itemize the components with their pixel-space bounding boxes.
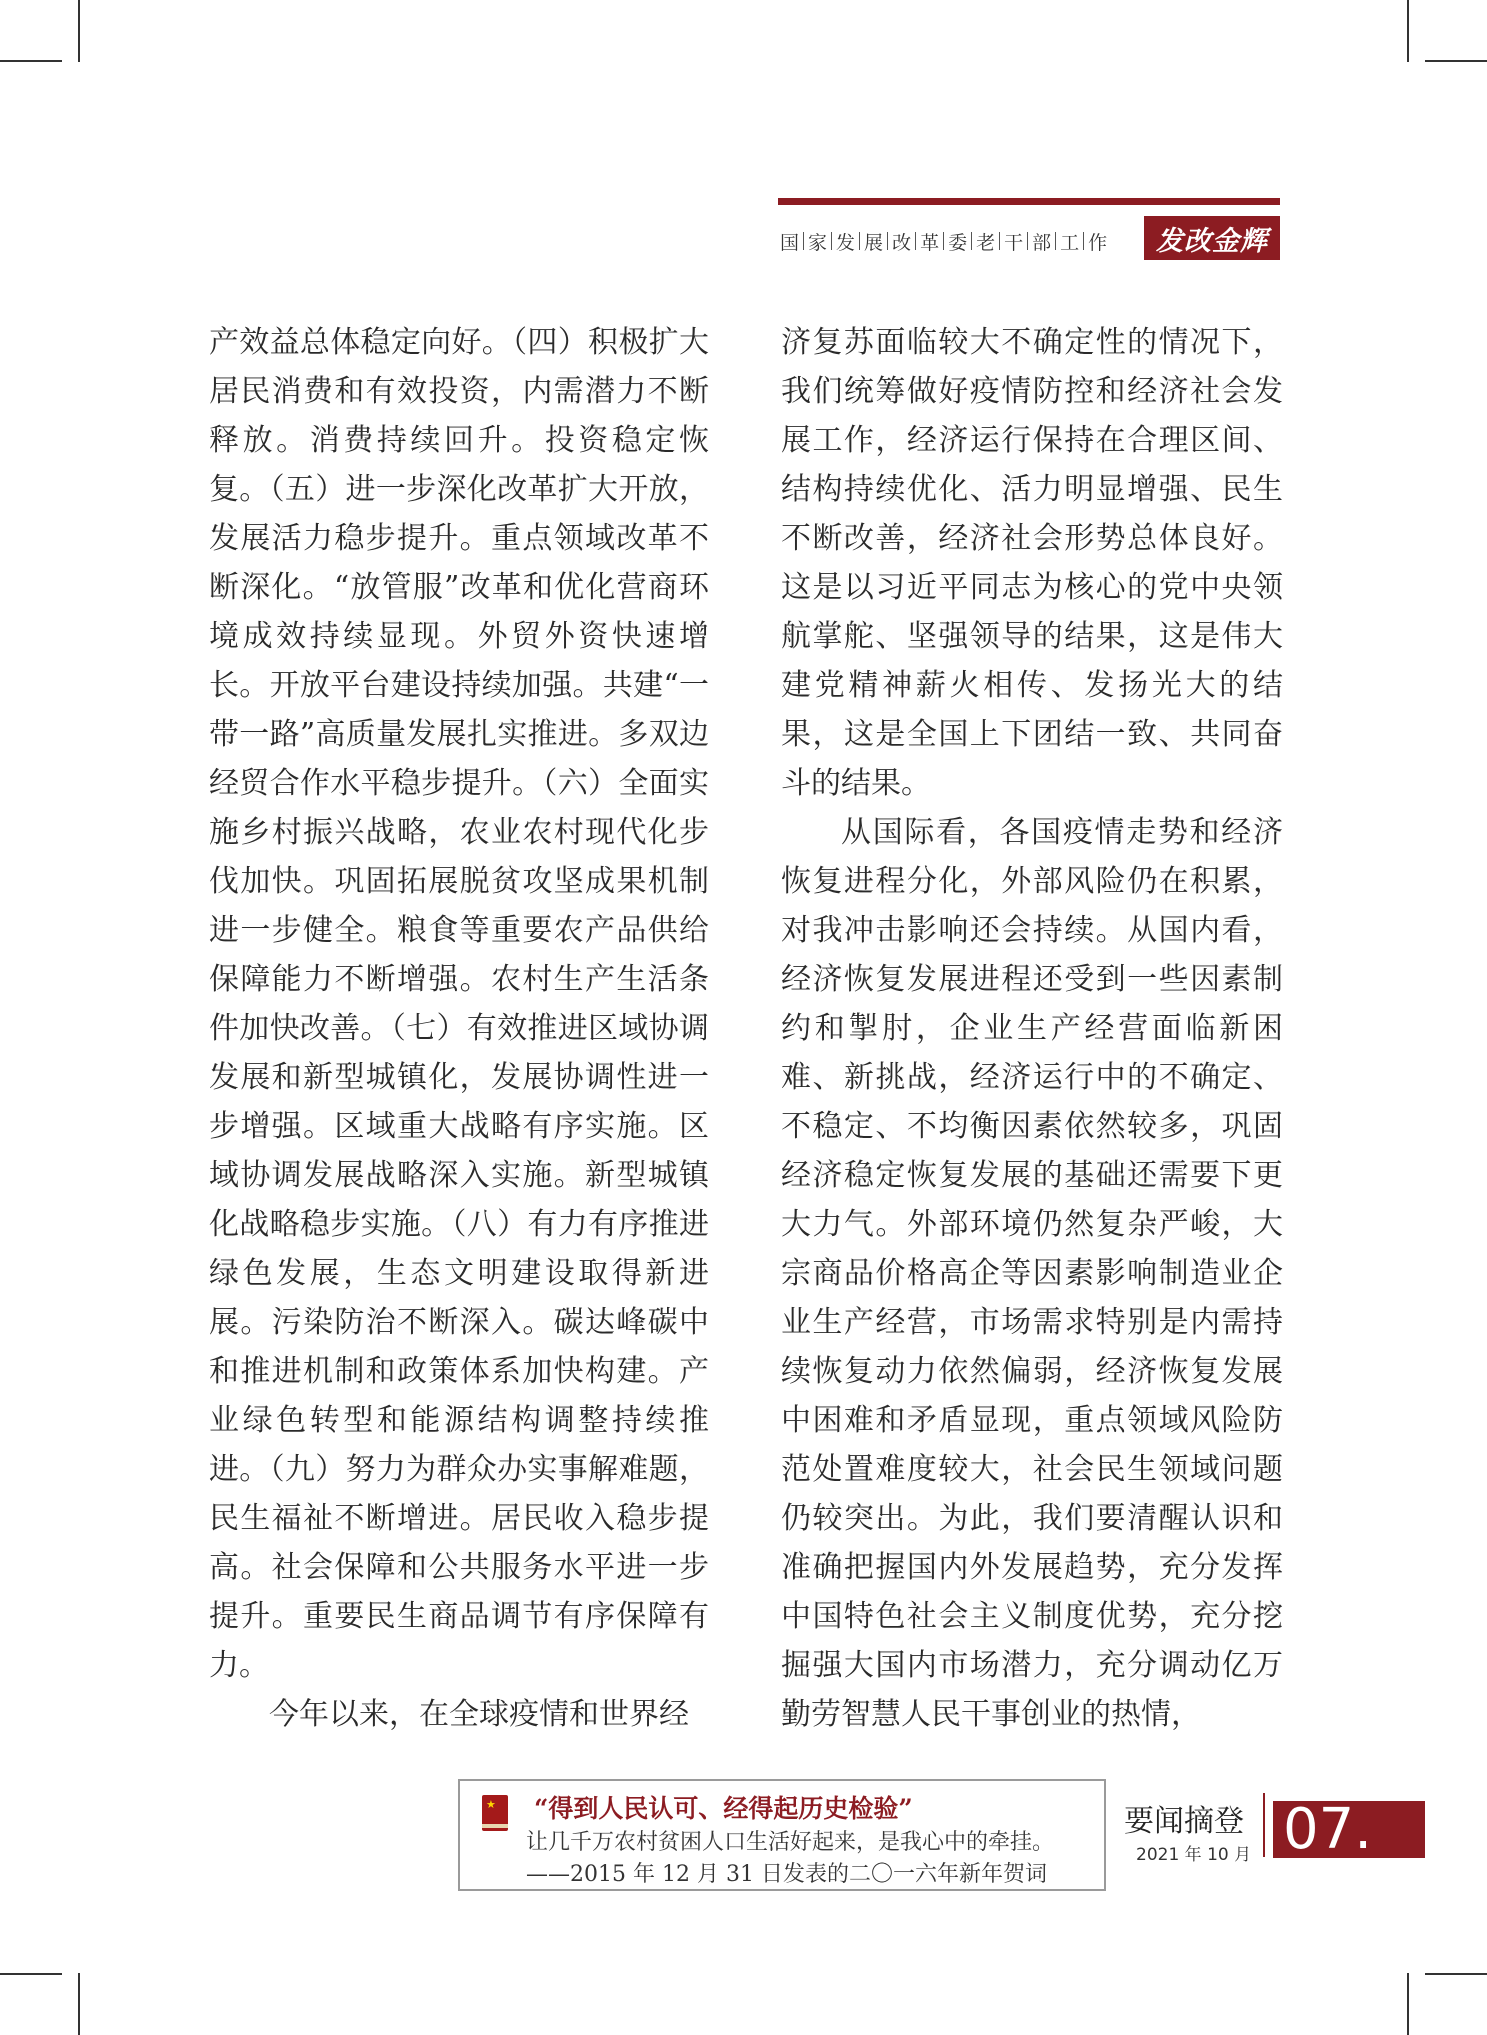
- page-number: 07.: [1273, 1801, 1425, 1858]
- crop-mark: [78, 1973, 80, 2035]
- header-nav-char: 改: [892, 231, 912, 254]
- crop-mark: [1425, 1973, 1487, 1975]
- header-nav-char: 发: [836, 231, 856, 254]
- header-nav-char: 委: [948, 231, 968, 254]
- article-paragraph: 济复苏面临较大不确定性的情况下，我们统筹做好疫情防控和经济社会发展工作，经济运行保持在合理区间、结构持续优化、活力明显增强、民生不断改善，经济社会形势总体良好。这是以习近平同志为核心的党中央领航掌舵、坚强领导的结果，这是伟大建党精神薪火相传、发扬光大的结果，这是全国上下团结一致、共同奋斗的结果。: [781, 325, 1283, 801]
- crop-mark: [1407, 0, 1409, 62]
- crop-mark: [78, 0, 80, 62]
- header-nav-char: 部: [1032, 231, 1052, 254]
- quote-title: “得到人民认可、经得起历史检验”: [534, 1794, 913, 1823]
- header-nav-char: 干: [1004, 231, 1024, 254]
- header-nav-char: 作: [1088, 231, 1108, 254]
- article-column-left: [209, 318, 709, 1739]
- crop-mark: [0, 1973, 62, 1975]
- header-nav-char: 老: [976, 231, 996, 254]
- header-nav-char: 工: [1060, 231, 1080, 254]
- article-paragraph: 产效益总体稳定向好。（四）积极扩大居民消费和有效投资，内需潜力不断释放。消费持续回升。投资稳定恢复。（五）进一步深化改革扩大开放，发展活力稳步提升。重点领域改革不断深化。“放管服”改革和优化营商环境成效持续显现。外贸外资快速增长。开放平台建设持续加强。共建“一带一路”高质量发展扎实推进。多双边经贸合作水平稳步提升。（六）全面实施乡村振兴战略，农业农村现代化步伐加快。巩固拓展脱贫攻坚成果机制进一步健全。粮食等重要农产品供给保障能力不断增强。农村生产生活条件加快改善。（七）有效推进区域协调发展和新型城镇化，发展协调性进一步增强。区域重大战略有序实施。区域协调发展战略深入实施。新型城镇化战略稳步实施。（八）有力有序推进绿色发展，生态文明建设取得新进展。污染防治不断深入。碳达峰碳中和推进机制和政策体系加快构建。产业绿色转型和能源结构调整持续推进。（九）努力为群众办实事解难题，民生福祉不断增进。居民收入稳步提高。社会保障和公共服务水平进一步提升。重要民生商品调节有序保障有力。: [209, 325, 709, 1683]
- quote-source: ——2015 年 12 月 31 日发表的二〇一六年新年贺词: [526, 1862, 1047, 1887]
- header-nav: [776, 226, 1111, 256]
- crop-mark: [1407, 1973, 1409, 2035]
- crop-mark: [0, 60, 62, 62]
- header-nav-char: 国: [780, 231, 800, 254]
- page-divider: [1263, 1793, 1265, 1857]
- header-nav-char: 展: [864, 231, 884, 254]
- header-nav-char: 家: [808, 231, 828, 254]
- quote-box: [458, 1779, 1106, 1891]
- red-book-icon: [482, 1795, 508, 1831]
- article-paragraph: 从国际看，各国疫情走势和经济恢复进程分化，外部风险仍在积累，对我冲击影响还会持续。从国内看，经济恢复发展进程还受到一些因素制约和掣肘，企业生产经营面临新困难、新挑战，经济运行中的不确定、不稳定、不均衡因素依然较多，巩固经济稳定恢复发展的基础还需要下更大力气。外部环境仍然复杂严峻，大宗商品价格高企等因素影响制造业企业生产经营，市场需求特别是内需持续恢复动力依然偏弱，经济恢复发展中困难和矛盾显现，重点领域风险防范处置难度较大，社会民生领域问题仍较突出。为此，我们要清醒认识和准确把握国内外发展趋势，充分发挥中国特色社会主义制度优势，充分挖掘强大国内市场潜力，充分调动亿万勤劳智慧人民干事创业的热情，: [781, 815, 1283, 1732]
- section-title: 要闻摘登: [1124, 1804, 1244, 1839]
- issue-date: 2021 年 10 月: [1136, 1845, 1252, 1865]
- crop-mark: [1425, 60, 1487, 62]
- header-rule: [778, 198, 1280, 205]
- article-paragraph: 今年以来，在全球疫情和世界经: [269, 1697, 689, 1732]
- header-nav-char: 革: [920, 231, 940, 254]
- brand-logo: 发改金辉: [1144, 216, 1280, 260]
- quote-text: 让几千万农村贫困人口生活好起来，是我心中的牵挂。: [526, 1830, 1055, 1855]
- article-column-right: [781, 318, 1283, 1739]
